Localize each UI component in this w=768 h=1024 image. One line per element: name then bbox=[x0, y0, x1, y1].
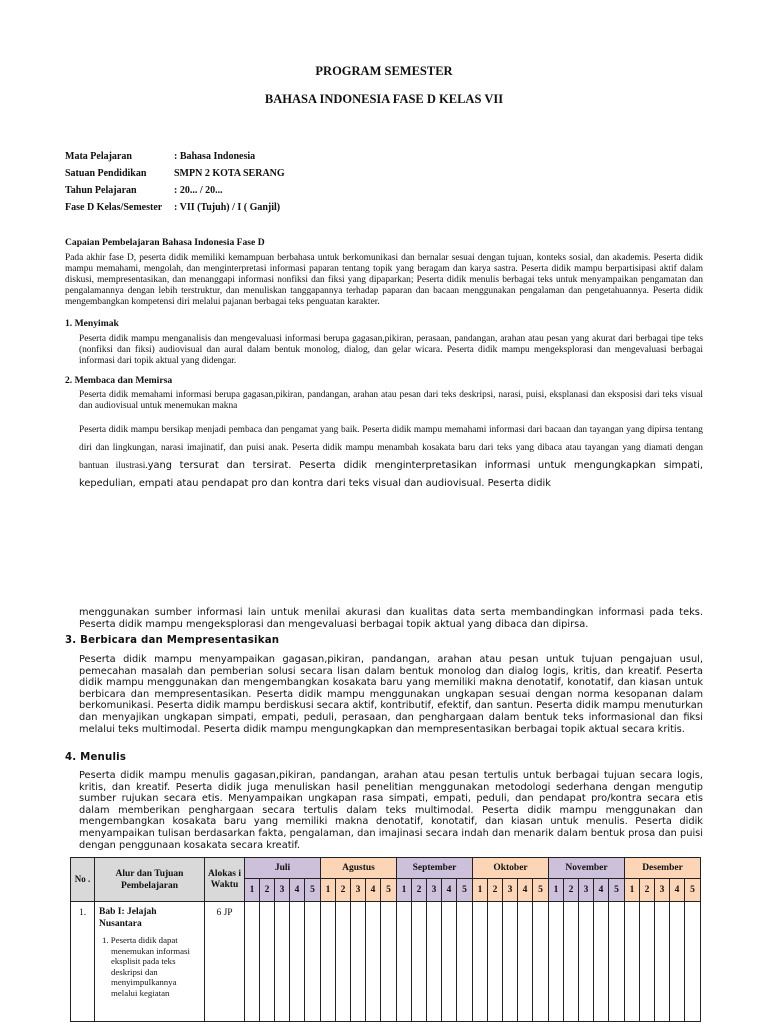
week-header: 3 bbox=[503, 879, 518, 902]
week-cell bbox=[518, 902, 533, 1022]
week-cell bbox=[564, 902, 579, 1022]
week-header: 1 bbox=[625, 879, 640, 902]
week-cell bbox=[275, 902, 290, 1022]
section-heading-menulis: 4. Menulis bbox=[65, 752, 127, 763]
page-title: PROGRAM SEMESTER bbox=[315, 64, 453, 78]
week-header: 1 bbox=[549, 879, 564, 902]
week-header: 4 bbox=[442, 879, 457, 902]
section-paragraph-berbicara: Peserta didik mampu menyampaikan gagasan,pikiran, pandangan, arahan atau pesan untuk tujuan pengajuan usul, pemecahan masalah dan pemberian solusi secara lisan dalam bentuk monolog dan dialog logis, kritis, dan kreatif. Peserta didik mampu menggunakan dan mengembangkan kosakata baru yang memiliki makna denotatif, konotatif, dan kiasan untuk berbicara dan mempresentasikan. Peserta didik mampu menggunakan ungkapan sesuai dengan norma kesopanan dalam berkomunikasi. Peserta didik mampu berdiskusi secara aktif, kontributif, efektif, dan santun. Peserta didik mampu menuturkan dan menyajikan ungkapan simpati, empati, peduli, perasaan, dan penghargaan dalam bentuk teks informasional dan fiksi melalui teks multimodal. Peserta didik mampu mengungkapkan dan mempresentasikan berbagai topik aktual secara kritis. bbox=[79, 654, 703, 735]
week-header: 1 bbox=[245, 879, 260, 902]
month-header: November bbox=[549, 858, 625, 879]
week-header: 5 bbox=[457, 879, 473, 902]
week-cell bbox=[442, 902, 457, 1022]
week-cell bbox=[397, 902, 412, 1022]
month-header: Agustus bbox=[321, 858, 397, 879]
week-cell bbox=[533, 902, 549, 1022]
week-cell bbox=[366, 902, 381, 1022]
section-heading-membaca: 2. Membaca dan Memirsa bbox=[65, 375, 173, 386]
week-header: 2 bbox=[412, 879, 427, 902]
week-header: 3 bbox=[351, 879, 366, 902]
week-cell bbox=[427, 902, 442, 1022]
week-cell bbox=[473, 902, 488, 1022]
week-cell bbox=[670, 902, 685, 1022]
capaian-paragraph: Pada akhir fase D, peserta didik memiliki kemampuan berbahasa untuk berkomunikasi dan bernalar sesuai dengan tujuan, konteks sosial, dan akademis. Peserta didik mampu memahami, mengolah, dan menginterpretasi informasi paparan tentang topik yang beragam dan karya sastra. Peserta didik mampu berpartisipasi aktif dalam diskusi, mempresentasikan, dan menanggapi informasi nonfiksi dan fiksi yang dipaparkan; Peserta didik menulis berbagai teks untuk menyampaikan pengamatan dan pengalamannya dengan lebih terstruktur, dan menuliskan tanggapannya terhadap paparan dan bacaan menggunakan pengalaman dan pengetahuannya. Peserta didik mengembangkan kompetensi diri melalui pajanan berbagai teks penguatan karakter. bbox=[65, 253, 703, 307]
week-cell bbox=[305, 902, 321, 1022]
meta-row-tahun bbox=[65, 185, 223, 196]
week-cell bbox=[594, 902, 609, 1022]
section-paragraph-menulis: Peserta didik mampu menulis gagasan,pikiran, pandangan, arahan atau pesan tertulis untuk berbagai tujuan secara logis, kritis, dan kreatif. Peserta didik juga menuliskan hasil penelitian menggunakan metodologi sederhana dengan mengutip sumber rujukan secara etis. Menyampaikan ungkapan rasa simpati, empati, peduli, dan pendapat pro/kontra secara etis dalam memberikan penghargaan secara tertulis dalam teks multimodal. Peserta didik mampu menggunakan dan mengembangkan kosakata baru yang memiliki makna denotatif, konotatif, dan kiasan untuk menulis. Peserta didik menyampaikan tulisan berdasarkan fakta, pengalaman, dan imajinasi secara indah dan menarik dalam bentuk prosa dan puisi dengan penggunaan kosakata secara kreatif. bbox=[79, 770, 703, 851]
month-header: Oktober bbox=[473, 858, 549, 879]
unit-objective bbox=[95, 932, 204, 999]
week-header: 2 bbox=[640, 879, 655, 902]
week-header: 2 bbox=[564, 879, 579, 902]
week-header: 4 bbox=[290, 879, 305, 902]
week-cell bbox=[488, 902, 503, 1022]
section-paragraph-menyimak: Peserta didik mampu menganalisis dan mengevaluasi informasi berupa gagasan,pikiran, perasaan, pandangan, arahan atau pesan yang akurat dari berbagai tipe teks (nonfiksi dan fiksi) audiovisual dan aural dalam bentuk monolog, dialog, dan gelar wicara. Peserta didik mampu mengeksplorasi dan mengevaluasi berbagai informasi dari topik aktual yang didengar. bbox=[79, 334, 703, 366]
section-heading-berbicara: 3. Berbicara dan Mempresentasikan bbox=[65, 635, 280, 646]
meta-row-mapel bbox=[65, 151, 255, 162]
schedule-table bbox=[70, 857, 701, 1022]
week-cell bbox=[457, 902, 473, 1022]
week-header: 1 bbox=[473, 879, 488, 902]
row-alokasi: 6 JP bbox=[205, 902, 245, 1022]
week-header: 2 bbox=[488, 879, 503, 902]
week-header: 5 bbox=[305, 879, 321, 902]
week-cell bbox=[625, 902, 640, 1022]
week-header: 5 bbox=[381, 879, 397, 902]
week-header: 5 bbox=[685, 879, 701, 902]
week-cell bbox=[412, 902, 427, 1022]
week-header: 1 bbox=[321, 879, 336, 902]
week-cell bbox=[609, 902, 625, 1022]
meta-label: Mata Pelajaran bbox=[65, 151, 132, 162]
week-header: 3 bbox=[579, 879, 594, 902]
week-cell bbox=[549, 902, 564, 1022]
unit-title: Bab I: Jelajah Nusantara bbox=[99, 907, 157, 929]
month-header: Juli bbox=[245, 858, 321, 879]
week-cell bbox=[351, 902, 366, 1022]
week-cell bbox=[655, 902, 670, 1022]
week-cell bbox=[260, 902, 275, 1022]
row-alur-cell bbox=[95, 902, 205, 1022]
week-header: 3 bbox=[655, 879, 670, 902]
meta-label: Fase D Kelas/Semester bbox=[65, 202, 163, 213]
header-no: No . bbox=[71, 858, 95, 902]
month-header: Desember bbox=[625, 858, 701, 879]
meta-label: Satuan Pendidikan bbox=[65, 168, 147, 179]
week-cell bbox=[381, 902, 397, 1022]
unit-objective-text: 1. Peserta didik dapat menemukan informasi eksplisit pada teks deskripsi dan menyimpulkannya melalui kegiatan bbox=[102, 935, 190, 998]
week-header: 1 bbox=[397, 879, 412, 902]
week-cell bbox=[579, 902, 594, 1022]
page-subtitle: BAHASA INDONESIA FASE D KELAS VII bbox=[264, 92, 504, 106]
section-paragraph-membaca-1: Peserta didik memahami informasi berupa gagasan,pikiran, pandangan, arahan atau pesan dari teks deskripsi, narasi, puisi, eksplanasi dan eksposisi dari teks visual dan audiovisual untuk menemukan makna bbox=[79, 390, 703, 411]
row-number: 1. bbox=[71, 902, 95, 1022]
week-header: 2 bbox=[336, 879, 351, 902]
month-header-row bbox=[71, 858, 701, 879]
meta-value: SMPN 2 KOTA SERANG bbox=[174, 168, 285, 179]
week-cell bbox=[503, 902, 518, 1022]
meta-label: Tahun Pelajaran bbox=[65, 185, 137, 196]
week-cell bbox=[640, 902, 655, 1022]
membaca-text-sans: yang tersurat dan tersirat. Peserta didik menginterpretasikan informasi untuk mengungkapkan simpati, kepedulian, empati atau pendapat pro dan kontra dari teks visual dan audiovisual. Peserta didik bbox=[79, 460, 704, 489]
week-header: 4 bbox=[594, 879, 609, 902]
meta-value: : 20... / 20... bbox=[174, 185, 223, 196]
meta-value: : Bahasa Indonesia bbox=[174, 151, 256, 162]
membaca-text-serif: Peserta didik mampu bersikap menjadi pembaca dan pengamat yang baik. Peserta didik mampu memahami informasi dari bacaan dan tayangan yang dipirsa tentang diri dan lingkungan, narasi imajinatif, dan puisi anak. Peserta didik mampu menambah kosakata baru dari teks yang dibaca atau tayangan yang diamati dengan bantuan ilustrasi. bbox=[79, 425, 703, 471]
table-row bbox=[71, 902, 701, 1022]
section-heading-menyimak: 1. Menyimak bbox=[65, 318, 119, 329]
meta-row-fase bbox=[65, 202, 280, 213]
meta-value: : VII (Tujuh) / I ( Ganjil) bbox=[174, 202, 281, 213]
week-header: 5 bbox=[609, 879, 625, 902]
week-header: 4 bbox=[518, 879, 533, 902]
week-cell bbox=[321, 902, 336, 1022]
section-paragraph-membaca-3: menggunakan sumber informasi lain untuk menilai akurasi dan kualitas data serta membandingkan informasi pada teks. Peserta didik mampu mengeksplorasi dan mengevaluasi berbagai topik aktual yang dibaca dan dipirsa. bbox=[79, 607, 703, 630]
week-cell bbox=[336, 902, 351, 1022]
week-header: 3 bbox=[427, 879, 442, 902]
section-paragraph-membaca-2 bbox=[79, 419, 703, 491]
month-header: September bbox=[397, 858, 473, 879]
week-cell bbox=[685, 902, 701, 1022]
meta-row-satuan bbox=[65, 168, 285, 179]
week-header: 5 bbox=[533, 879, 549, 902]
week-header: 3 bbox=[275, 879, 290, 902]
week-header: 4 bbox=[670, 879, 685, 902]
week-cell bbox=[290, 902, 305, 1022]
week-header: 2 bbox=[260, 879, 275, 902]
week-cell bbox=[245, 902, 260, 1022]
header-alur: Alur dan Tujuan Pembelajaran bbox=[95, 858, 205, 902]
header-alokasi: Alokas i Waktu bbox=[205, 858, 245, 902]
capaian-heading: Capaian Pembelajaran Bahasa Indonesia Fase D bbox=[65, 237, 265, 248]
week-header: 4 bbox=[366, 879, 381, 902]
